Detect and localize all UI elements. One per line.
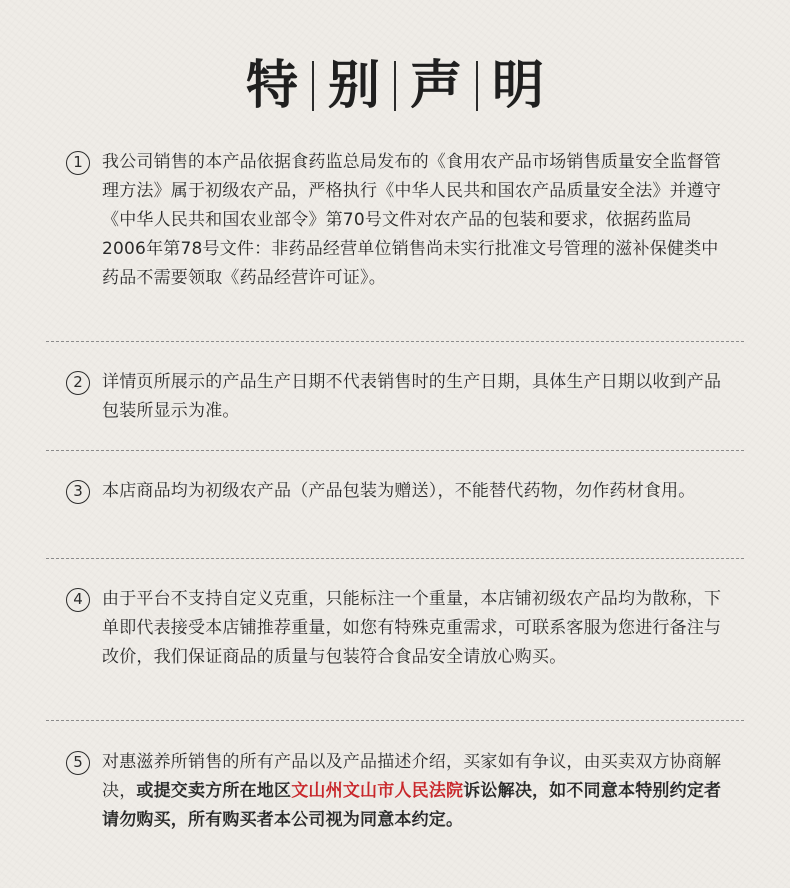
title-char: 明	[492, 55, 545, 116]
statement-text: 本店商品均为初级农产品（产品包装为赠送），不能替代药物，勿作药材食用。	[102, 481, 696, 501]
statement-text: 详情页所展示的产品生产日期不代表销售时的生产日期，具体生产日期以收到产品包装所显示为准。	[102, 372, 722, 421]
circled-number: 1	[66, 151, 90, 175]
statement-text: 由于平台不支持自定义克重，只能标注一个重量，本店铺初级农产品均为散称，下单即代表接受本店铺推荐重量，如您有特殊克重需求，可联系客服为您进行备注与改价，我们保证商品的质量与包装符合食品安全请放心购买。	[102, 589, 722, 667]
circled-number: 2	[66, 371, 90, 395]
dashed-divider	[46, 558, 744, 559]
statement-5	[66, 748, 746, 835]
title-char: 别	[327, 55, 380, 116]
statement-3	[66, 477, 746, 506]
title-char: 声	[410, 55, 463, 116]
statement-1	[66, 148, 746, 293]
circled-number: 3	[66, 480, 90, 504]
dashed-divider	[46, 450, 744, 451]
dashed-divider	[46, 341, 744, 342]
circled-number: 4	[66, 588, 90, 612]
statement-text-plain: 对惠滋养所销售的所有产品以及产品描述介绍，买家如有争议，由买卖双方协商解决，	[102, 752, 722, 801]
statement-text-bold: 诉讼解决，如不同意本特别约定者请勿购买，所有购买者本公司视为同意本约定。	[102, 781, 722, 830]
statement-2	[66, 368, 746, 426]
title-char: 特	[245, 55, 298, 116]
circled-number: 5	[66, 751, 90, 775]
statement-text-bold: 或提交卖方所在地区	[136, 781, 292, 801]
statement-text	[102, 748, 732, 835]
page-title	[0, 48, 790, 124]
statement-text: 我公司销售的本产品依据食药监总局发布的《食用农产品市场销售质量安全监督管理方法》属于初级农产品，严格执行《中华人民共和国农产品质量安全法》并遵守《中华人民共和国农业部令》第70号文件对农产品的包装和要求，依据药监局2006年第78号文件：非药品经营单位销售尚未实行批准文号管理的滋补保健类中药品不需要领取《药品经营许可证》。	[102, 152, 722, 288]
dashed-divider	[46, 720, 744, 721]
court-name: 文山州文山市人民法院	[291, 781, 464, 801]
statement-4	[66, 585, 746, 672]
